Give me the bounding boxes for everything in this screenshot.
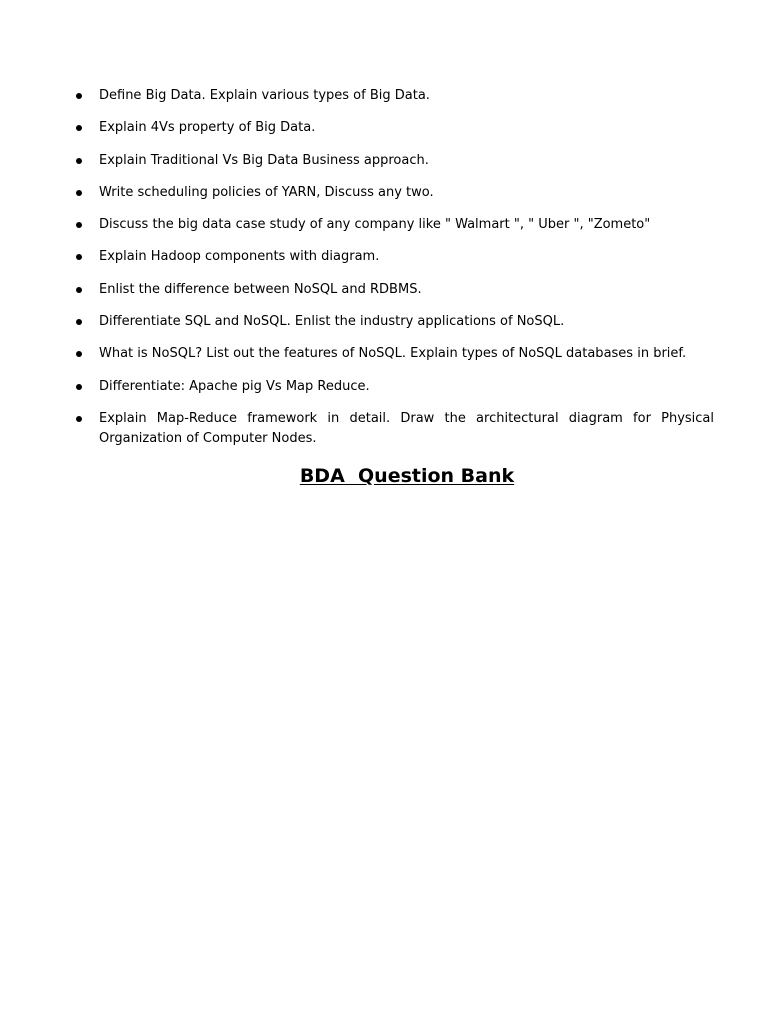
question-item (72, 86, 714, 106)
question-item (72, 247, 714, 267)
question-text: What is NoSQL? List out the features of NoSQL. Explain types of NoSQL databases in brief. (99, 346, 687, 362)
question-text: Explain Traditional Vs Big Data Business approach. (99, 152, 429, 168)
question-text: Write scheduling policies of YARN, Discuss any two. (99, 184, 434, 200)
bullet-icon (76, 254, 82, 260)
bullet-icon (76, 351, 82, 357)
question-text: Discuss the big data case study of any company like " Walmart ", " Uber ", "Zometo" (99, 217, 651, 233)
bullet-icon (76, 190, 82, 196)
question-item (72, 312, 714, 332)
bullet-icon (76, 319, 82, 325)
question-item (72, 344, 714, 364)
bullet-icon (76, 416, 82, 422)
question-item (72, 377, 714, 397)
question-item (72, 118, 714, 138)
bullet-icon (76, 222, 82, 228)
question-item (72, 151, 714, 171)
question-text: Differentiate SQL and NoSQL. Enlist the industry applications of NoSQL. (99, 314, 565, 330)
question-text: Define Big Data. Explain various types of Big Data. (99, 88, 430, 103)
bullet-icon (76, 93, 82, 99)
bullet-icon (76, 384, 82, 390)
bullet-icon (76, 287, 82, 293)
bullet-icon (76, 158, 82, 164)
question-item (72, 280, 714, 300)
bullet-icon (76, 125, 82, 131)
document-title: BDA Question Bank (299, 465, 515, 487)
question-item (72, 183, 714, 203)
question-item (72, 409, 714, 449)
question-list (72, 86, 714, 449)
question-text: Differentiate: Apache pig Vs Map Reduce. (99, 378, 370, 394)
question-text: Enlist the difference between NoSQL and RDBMS. (99, 281, 422, 297)
question-text: Explain 4Vs property of Big Data. (99, 120, 316, 136)
question-text: Explain Hadoop components with diagram. (99, 249, 380, 265)
question-item (72, 215, 714, 235)
question-text: Explain Map-Reduce framework in detail. Draw the architectural diagram for Physical Organization of Computer Nodes. (99, 410, 714, 446)
